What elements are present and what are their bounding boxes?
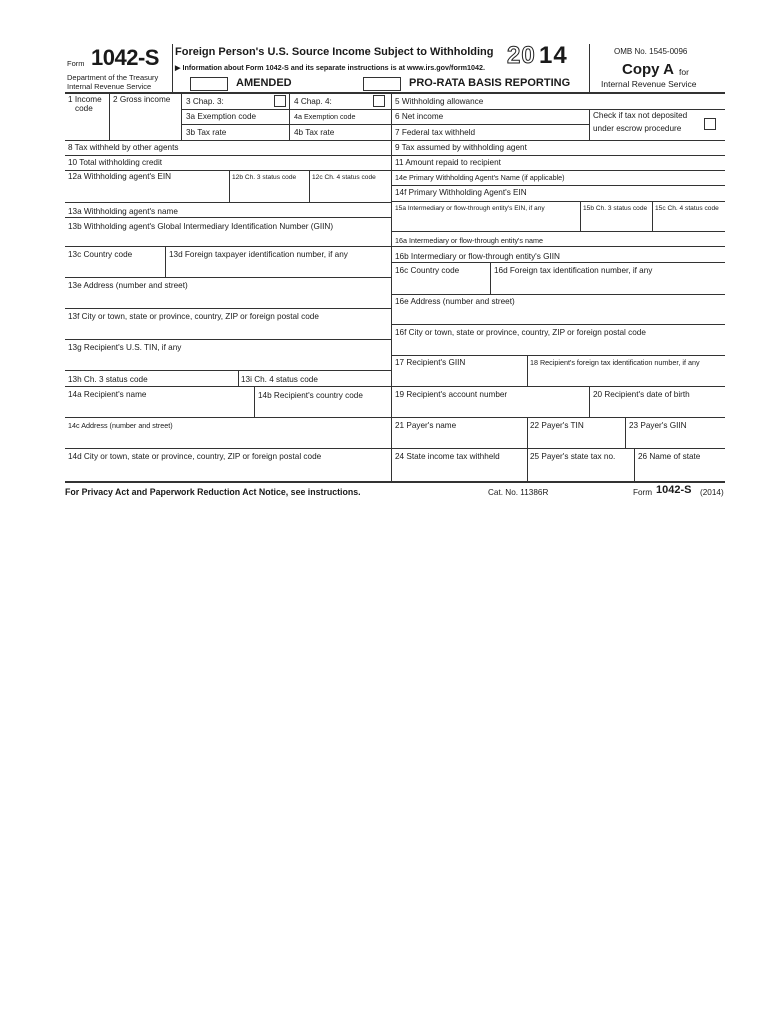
field-16e-label: 16e Address (number and street): [395, 297, 515, 306]
copy-for: for: [679, 67, 689, 77]
field-13b-label: 13b Withholding agent's Global Intermediary Identification Number (GIIN): [68, 222, 334, 231]
field-13e-label: 13e Address (number and street): [68, 281, 188, 290]
field-12c-label: 12c Ch. 4 status code: [312, 174, 376, 181]
form-number: 1042-S: [91, 45, 159, 70]
field-3b-label: 3b Tax rate: [186, 128, 227, 137]
footer-form-year: (2014): [700, 488, 724, 497]
field-13h-label: 13h Ch. 3 status code: [68, 375, 148, 384]
field-4a-label: 4a Exemption code: [294, 112, 356, 121]
copy-label: Copy A: [622, 61, 674, 78]
field-13i-label: 13i Ch. 4 status code: [241, 375, 318, 384]
field-12b-label: 12b Ch. 3 status code: [232, 174, 297, 181]
field-13f-label: 13f City or town, state or province, country, ZIP or foreign postal code: [68, 312, 319, 321]
prorata-label: PRO-RATA BASIS REPORTING: [409, 77, 571, 89]
footer-form-word: Form: [633, 488, 653, 497]
field-20-label: 20 Recipient's date of birth: [593, 390, 690, 399]
field-15c-label: 15c Ch. 4 status code: [655, 205, 719, 212]
escrow-label-1: Check if tax not deposited: [593, 111, 688, 120]
cat-number: Cat. No. 11386R: [488, 488, 549, 497]
amended-label: AMENDED: [236, 77, 292, 89]
field-14d-label: 14d City or town, state or province, country, ZIP or foreign postal code: [68, 452, 322, 461]
form-title: Foreign Person's U.S. Source Income Subject to Withholding: [175, 46, 494, 58]
field-23-label: 23 Payer's GIIN: [629, 421, 687, 430]
chap3-checkbox[interactable]: [274, 95, 286, 107]
field-16a-label: 16a Intermediary or flow-through entity's name: [395, 236, 543, 245]
year-bold: 14: [539, 42, 568, 69]
field-15b-label: 15b Ch. 3 status code: [583, 205, 648, 212]
omb-number: OMB No. 1545-0096: [614, 47, 688, 56]
field-2-label: 2 Gross income: [113, 95, 171, 104]
field-26-label: 26 Name of state: [638, 452, 701, 461]
field-16b-label: 16b Intermediary or flow-through entity's GIIN: [395, 252, 560, 261]
field-21-label: 21 Payer's name: [395, 421, 457, 430]
dept-line1: Department of the Treasury: [67, 73, 159, 82]
field-15a-label: 15a Intermediary or flow-through entity's EIN, if any: [395, 205, 545, 212]
field-18-label: 18 Recipient's foreign tax identification number, if any: [530, 358, 700, 367]
field-3a-label: 3a Exemption code: [186, 112, 257, 121]
field-22-label: 22 Payer's TIN: [530, 421, 584, 430]
field-14f-label: 14f Primary Withholding Agent's EIN: [395, 188, 527, 197]
field-13c-label: 13c Country code: [68, 250, 133, 259]
field-25-label: 25 Payer's state tax no.: [530, 452, 616, 461]
copy-service: Internal Revenue Service: [601, 79, 697, 89]
field-3-label: 3 Chap. 3:: [186, 97, 224, 106]
field-14c-label: 14c Address (number and street): [68, 421, 173, 430]
form-word: Form: [67, 59, 85, 68]
amended-checkbox[interactable]: [190, 77, 228, 91]
field-1-label: 1 Income: [68, 95, 102, 104]
field-16d-label: 16d Foreign tax identification number, if any: [494, 266, 653, 275]
field-14b-label: 14b Recipient's country code: [258, 391, 363, 400]
field-4-label: 4 Chap. 4:: [294, 97, 332, 106]
field-11-label: 11 Amount repaid to recipient: [395, 158, 501, 167]
privacy-notice: For Privacy Act and Paperwork Reduction Act Notice, see instructions.: [65, 487, 361, 497]
field-4b-label: 4b Tax rate: [294, 128, 335, 137]
info-line: ▶ Information about Form 1042-S and its separate instructions is at www.irs.gov/form1042.: [175, 63, 486, 72]
field-16f-label: 16f City or town, state or province, country, ZIP or foreign postal code: [395, 328, 646, 337]
dept-line2: Internal Revenue Service: [67, 82, 152, 91]
field-1-label-code: code: [75, 104, 93, 113]
year-outline: 20: [507, 42, 536, 69]
field-9-label: 9 Tax assumed by withholding agent: [395, 143, 527, 152]
field-6-label: 6 Net income: [395, 112, 444, 121]
field-10-label: 10 Total withholding credit: [68, 158, 163, 167]
field-8-label: 8 Tax withheld by other agents: [68, 143, 179, 152]
chap4-checkbox[interactable]: [373, 95, 385, 107]
field-13d-label: 13d Foreign taxpayer identification number, if any: [169, 250, 348, 259]
escrow-label-2: under escrow procedure: [593, 124, 682, 133]
field-14a-label: 14a Recipient's name: [68, 390, 147, 399]
footer-form-number: 1042-S: [656, 484, 692, 496]
prorata-checkbox[interactable]: [363, 77, 401, 91]
field-19-label: 19 Recipient's account number: [395, 390, 508, 399]
field-16c-label: 16c Country code: [395, 266, 460, 275]
field-7-label: 7 Federal tax withheld: [395, 128, 476, 137]
field-13g-label: 13g Recipient's U.S. TIN, if any: [68, 343, 182, 352]
field-24-label: 24 State income tax withheld: [395, 452, 500, 461]
field-5-label: 5 Withholding allowance: [395, 97, 484, 106]
field-14e-label: 14e Primary Withholding Agent's Name (if applicable): [395, 173, 565, 182]
field-17-label: 17 Recipient's GIIN: [395, 358, 466, 367]
field-13a-label: 13a Withholding agent's name: [68, 207, 178, 216]
field-12a-label: 12a Withholding agent's EIN: [68, 172, 172, 181]
escrow-checkbox[interactable]: [704, 118, 716, 130]
